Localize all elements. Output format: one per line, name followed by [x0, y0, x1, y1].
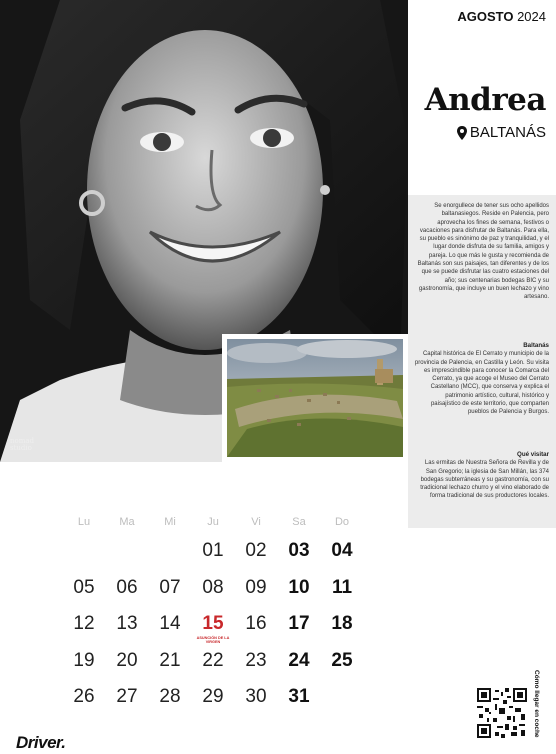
calendar-day: 17 [288, 613, 310, 634]
studio-logo-line2: studio [10, 444, 32, 452]
calendar-day: 08 [202, 576, 224, 598]
calendar-day: 11 [331, 576, 353, 598]
calendar-day: 25 [331, 649, 353, 671]
bio-text: Se enorgullece de tener sus ocho apellidos baltanasiegos. Reside en Palencia, pero aprovecha los fines de semana, festivos o vacaciones para disfrutar de Baltanás. Para ella, su pueblo es sinónimo de paz y tranquilidad, y el lugar donde disfruta de su familia, amigos y pareja. Lo que más le gusta y recomienda de Baltanás son sus paisajes, tan diferentes y de los que se puede disfrutar las cuatro estaciones del año; sus centenarias bodegas BIC y su gastronomía, que incluye un buen lechazo y vino artesano. [417, 203, 549, 301]
holiday-note: ASUNCIÓN DE LA VIRGEN [196, 636, 230, 644]
calendar-day: 13 [116, 613, 138, 634]
month-name: AGOSTO [457, 9, 514, 24]
calendar-day: 19 [73, 649, 95, 671]
section-que-visitar [414, 451, 549, 501]
calendar-day: 20 [116, 649, 138, 671]
how-to-get-label: Cómo llegar en coche [533, 670, 540, 738]
calendar-day: 07 [159, 576, 181, 598]
weekday-label: Lu [77, 516, 91, 528]
calendar-day: 12 [73, 613, 95, 634]
weekday-label: Ma [119, 516, 135, 528]
calendar-day: 31 [288, 686, 310, 707]
section-baltanas [414, 342, 549, 417]
calendar-day: 28 [159, 686, 181, 707]
calendar-day: 30 [245, 686, 267, 707]
calendar-day: 09 [245, 576, 267, 598]
map-pin-icon [457, 126, 467, 140]
weekday-label: Do [334, 516, 350, 528]
studio-logo-line1: nomad [10, 437, 35, 445]
calendar-day: 04 [331, 540, 353, 561]
section-title: Qué visitar [517, 451, 549, 458]
qr-code[interactable] [477, 688, 527, 738]
person-name: Andrea [424, 82, 546, 118]
calendar-day: 05 [73, 576, 95, 598]
calendar-day: 02 [245, 540, 267, 561]
weekday-label: Vi [251, 516, 261, 528]
calendar-day: 22 [202, 649, 224, 671]
calendar-day: 21 [159, 649, 181, 671]
calendar-day: 16 [245, 613, 267, 634]
calendar-day: 14 [159, 613, 181, 634]
calendar-day: 23 [245, 649, 267, 671]
section-title: Baltanás [523, 342, 549, 349]
calendar-day: 10 [288, 576, 310, 598]
section-text: Las ermitas de Nuestra Señora de Revilla y de San Gregorio; la iglesia de San Millán, las 374 bodegas subterráneas y su gastronomía, con su tradicional lechazo churro y el vino elaborado de forma tradicional de sus productores locales. [420, 460, 549, 500]
baltanas-landscape-photo [222, 334, 408, 462]
calendar-day: 06 [116, 576, 138, 598]
town-location [457, 124, 546, 141]
calendar-day: 01 [202, 540, 224, 561]
calendar-day: 15 [202, 613, 224, 634]
calendar-day: 26 [73, 686, 95, 707]
calendar-day: 29 [202, 686, 224, 707]
section-text: Capital histórica de El Cerrato y municipio de la provincia de Palencia, en Castilla y León. Su visita es imprescindible para conocer la Comarca del Cerrato, ya que acoge el Museo del Cerrato Castellano (MCC), que conserva y explica el patrimonio artístico, cultural, histórico y paisajístico de este territorio, que comparten pueblos de Palencia y Burgos. [414, 351, 549, 416]
brand-logo: Driver. [16, 733, 66, 752]
weekday-label: Sa [292, 516, 306, 528]
calendar-day: 24 [288, 649, 310, 671]
calendar-day: 03 [288, 540, 310, 561]
weekday-label: Ju [207, 516, 219, 528]
calendar-day: 27 [116, 686, 138, 707]
studio-logo [10, 438, 34, 452]
month-heading [457, 9, 546, 24]
weekday-label: Mi [164, 516, 176, 528]
calendar-day: 18 [331, 613, 353, 634]
year: 2024 [517, 9, 546, 24]
town-name: BALTANÁS [469, 124, 546, 141]
